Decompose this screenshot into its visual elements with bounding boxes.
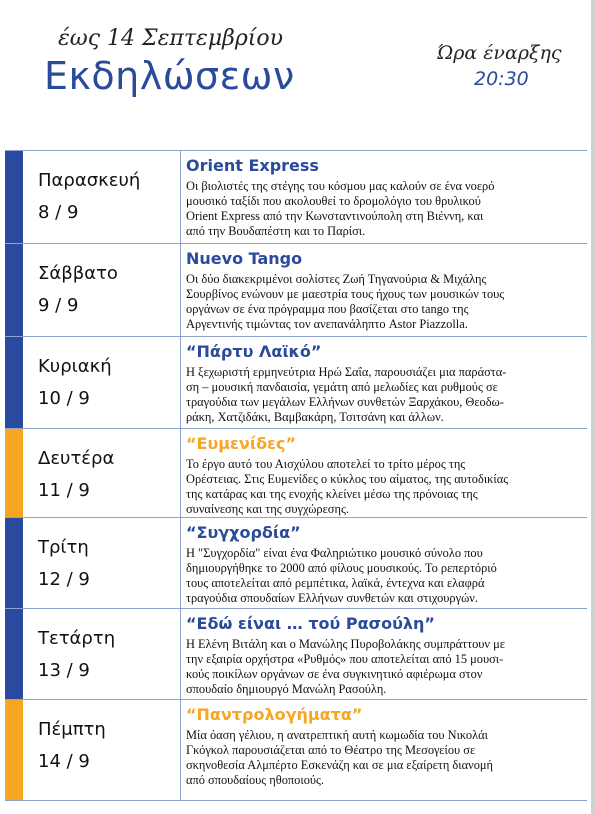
column-divider: [180, 244, 181, 336]
description-line: ράκη, Χατζιδάκι, Βαμβακάρη, Τσιτσάνη και άλλων.: [186, 410, 444, 424]
event-description: [186, 179, 584, 239]
event-date: 13 / 9: [38, 660, 90, 681]
description-line: από την Βουδαπέστη και το Παρίσι.: [186, 224, 366, 238]
event-description: [186, 728, 584, 788]
row-stripe: [5, 151, 23, 243]
event-description: [186, 637, 584, 697]
event-row: [5, 609, 587, 700]
description-line: Αργεντινής τιμώντας τον ανεπανάληπτο Astor Piazzolla.: [186, 317, 468, 331]
event-title: Nuevo Tango: [186, 249, 303, 268]
event-day: Παρασκευή: [38, 170, 141, 191]
description-line: Σουρβίνος ενώνουν με μαεστρία τους ήχους των μουσικών τους: [186, 287, 505, 301]
event-row: [5, 518, 587, 609]
event-day: Σάββατο: [38, 263, 118, 284]
description-line: Γκόγκολ παρουσιάζεται από το Θέατρο της Μεσογείου σε: [186, 743, 476, 757]
event-date: 12 / 9: [38, 569, 90, 590]
row-stripe: [5, 609, 23, 699]
description-line: Το έργο αυτό του Αισχύλου αποτελεί το τρίτο μέρος της: [186, 457, 466, 471]
event-day: Τρίτη: [38, 537, 89, 558]
event-day: Κυριακή: [38, 356, 112, 377]
column-divider: [180, 337, 181, 428]
description-line: τους αποτελείται από ρεμπέτικα, λαϊκά, έντεχνα και ελαφρά: [186, 576, 485, 590]
event-row: [5, 151, 587, 244]
row-stripe: [5, 244, 23, 336]
start-time-label: Ώρα έναρξης: [437, 42, 562, 64]
row-stripe: [5, 700, 23, 800]
event-description: [186, 272, 584, 332]
description-line: από σπουδαίους ηθοποιούς.: [186, 773, 325, 787]
description-line: ση – μουσική πανδαισία, γεμάτη από μελωδίες και ρυθμούς σε: [186, 380, 498, 394]
description-line: συναίνεσης και της συγχώρεσης.: [186, 502, 349, 516]
description-line: της κατάρας και της ενοχής κλείνει μέσω της πρόνοιας της: [186, 487, 478, 501]
column-divider: [180, 518, 181, 608]
event-day: Πέμπτη: [38, 719, 106, 740]
description-line: σπουδαίο δημιουργό Μανώλη Ρασούλη.: [186, 682, 387, 696]
column-divider: [180, 151, 181, 243]
event-title: “Συγχορδία”: [186, 523, 301, 542]
event-description: [186, 457, 584, 517]
description-line: σκηνοθεσία Αλμπέρτο Εσκενάζη και σε μια εξαίρετη διανομή: [186, 758, 494, 772]
description-line: Η "Συγχορδία" είναι ένα Φαληριώτικο μουσικό σύνολο που: [186, 546, 483, 560]
event-day: Δευτέρα: [38, 448, 115, 469]
event-description: [186, 546, 584, 606]
row-stripe: [5, 337, 23, 428]
event-row: [5, 244, 587, 337]
event-title: Orient Express: [186, 156, 319, 175]
event-schedule: [5, 150, 587, 811]
event-title: “Ευμενίδες”: [186, 434, 296, 453]
description-line: Οι βιολιστές της στέγης του κόσμου μας καλούν σε ένα νοερό: [186, 179, 495, 193]
event-title: “Εδώ είναι … τού Ρασούλη”: [186, 614, 435, 633]
description-line: τραγούδια σπουδαίων Ελλήνων συνθετών και στιχουργών.: [186, 591, 478, 605]
description-line: κούς ποικίλων οργάνων σε ένα συγκινητικό αφιέρωμα στον: [186, 667, 483, 681]
header-title: Εκδηλώσεων: [44, 54, 295, 98]
description-line: Μία όαση γέλιου, η ανατρεπτική αυτή κωμωδία του Νικολάι: [186, 728, 488, 742]
row-stripe: [5, 518, 23, 608]
event-date: 10 / 9: [38, 388, 90, 409]
description-line: Orient Express από την Κωνσταντινούπολη στη Βιέννη, και: [186, 209, 484, 223]
description-line: την εξαιρία ορχήστρα «Ρυθμός» που αποτελείται από 15 μουσι-: [186, 652, 504, 666]
event-date: 8 / 9: [38, 202, 79, 223]
schedule-header: [0, 0, 595, 150]
event-title: “Παντρολογήματα”: [186, 705, 363, 724]
description-line: μουσικό ταξίδι που ακολουθεί το δρομολόγιο του θρυλικού: [186, 194, 481, 208]
event-row: [5, 700, 587, 801]
event-date: 14 / 9: [38, 751, 90, 772]
event-title: “Πάρτυ Λαϊκό”: [186, 342, 322, 361]
start-time: 20:30: [474, 68, 529, 90]
column-divider: [180, 700, 181, 800]
event-row: [5, 429, 587, 518]
description-line: οργάνων σε ένα πρόγραμμα που βασίζεται στο tango της: [186, 302, 469, 316]
description-line: δημιουργήθηκε το 2000 από φίλους μουσικούς. Το ρεπερτόριό: [186, 561, 497, 575]
event-day: Τετάρτη: [38, 628, 116, 649]
description-line: Η Ελένη Βιτάλη και ο Μανώλης Πυροβολάκης συμπράττουν με: [186, 637, 505, 651]
description-line: Ορέστειας. Στις Ευμενίδες ο κύκλος του αίματος, της αυτοδικίας: [186, 472, 509, 486]
column-divider: [180, 609, 181, 699]
event-date: 9 / 9: [38, 295, 79, 316]
event-row: [5, 337, 587, 429]
description-line: τραγούδια των μεγάλων Ελλήνων συνθετών Ξαρχάκου, Θεοδω-: [186, 395, 504, 409]
event-description: [186, 365, 584, 425]
description-line: Η ξεχωριστή ερμηνεύτρια Ηρώ Σαΐα, παρουσιάζει μια παράστα-: [186, 365, 507, 379]
column-divider: [180, 429, 181, 517]
header-subtitle: έως 14 Σεπτεμβρίου: [58, 26, 284, 51]
event-date: 11 / 9: [38, 480, 90, 501]
description-line: Οι δύο διακεκριμένοι σολίστες Ζωή Τηγανούρια & Μιχάλης: [186, 272, 487, 286]
row-stripe: [5, 429, 23, 517]
